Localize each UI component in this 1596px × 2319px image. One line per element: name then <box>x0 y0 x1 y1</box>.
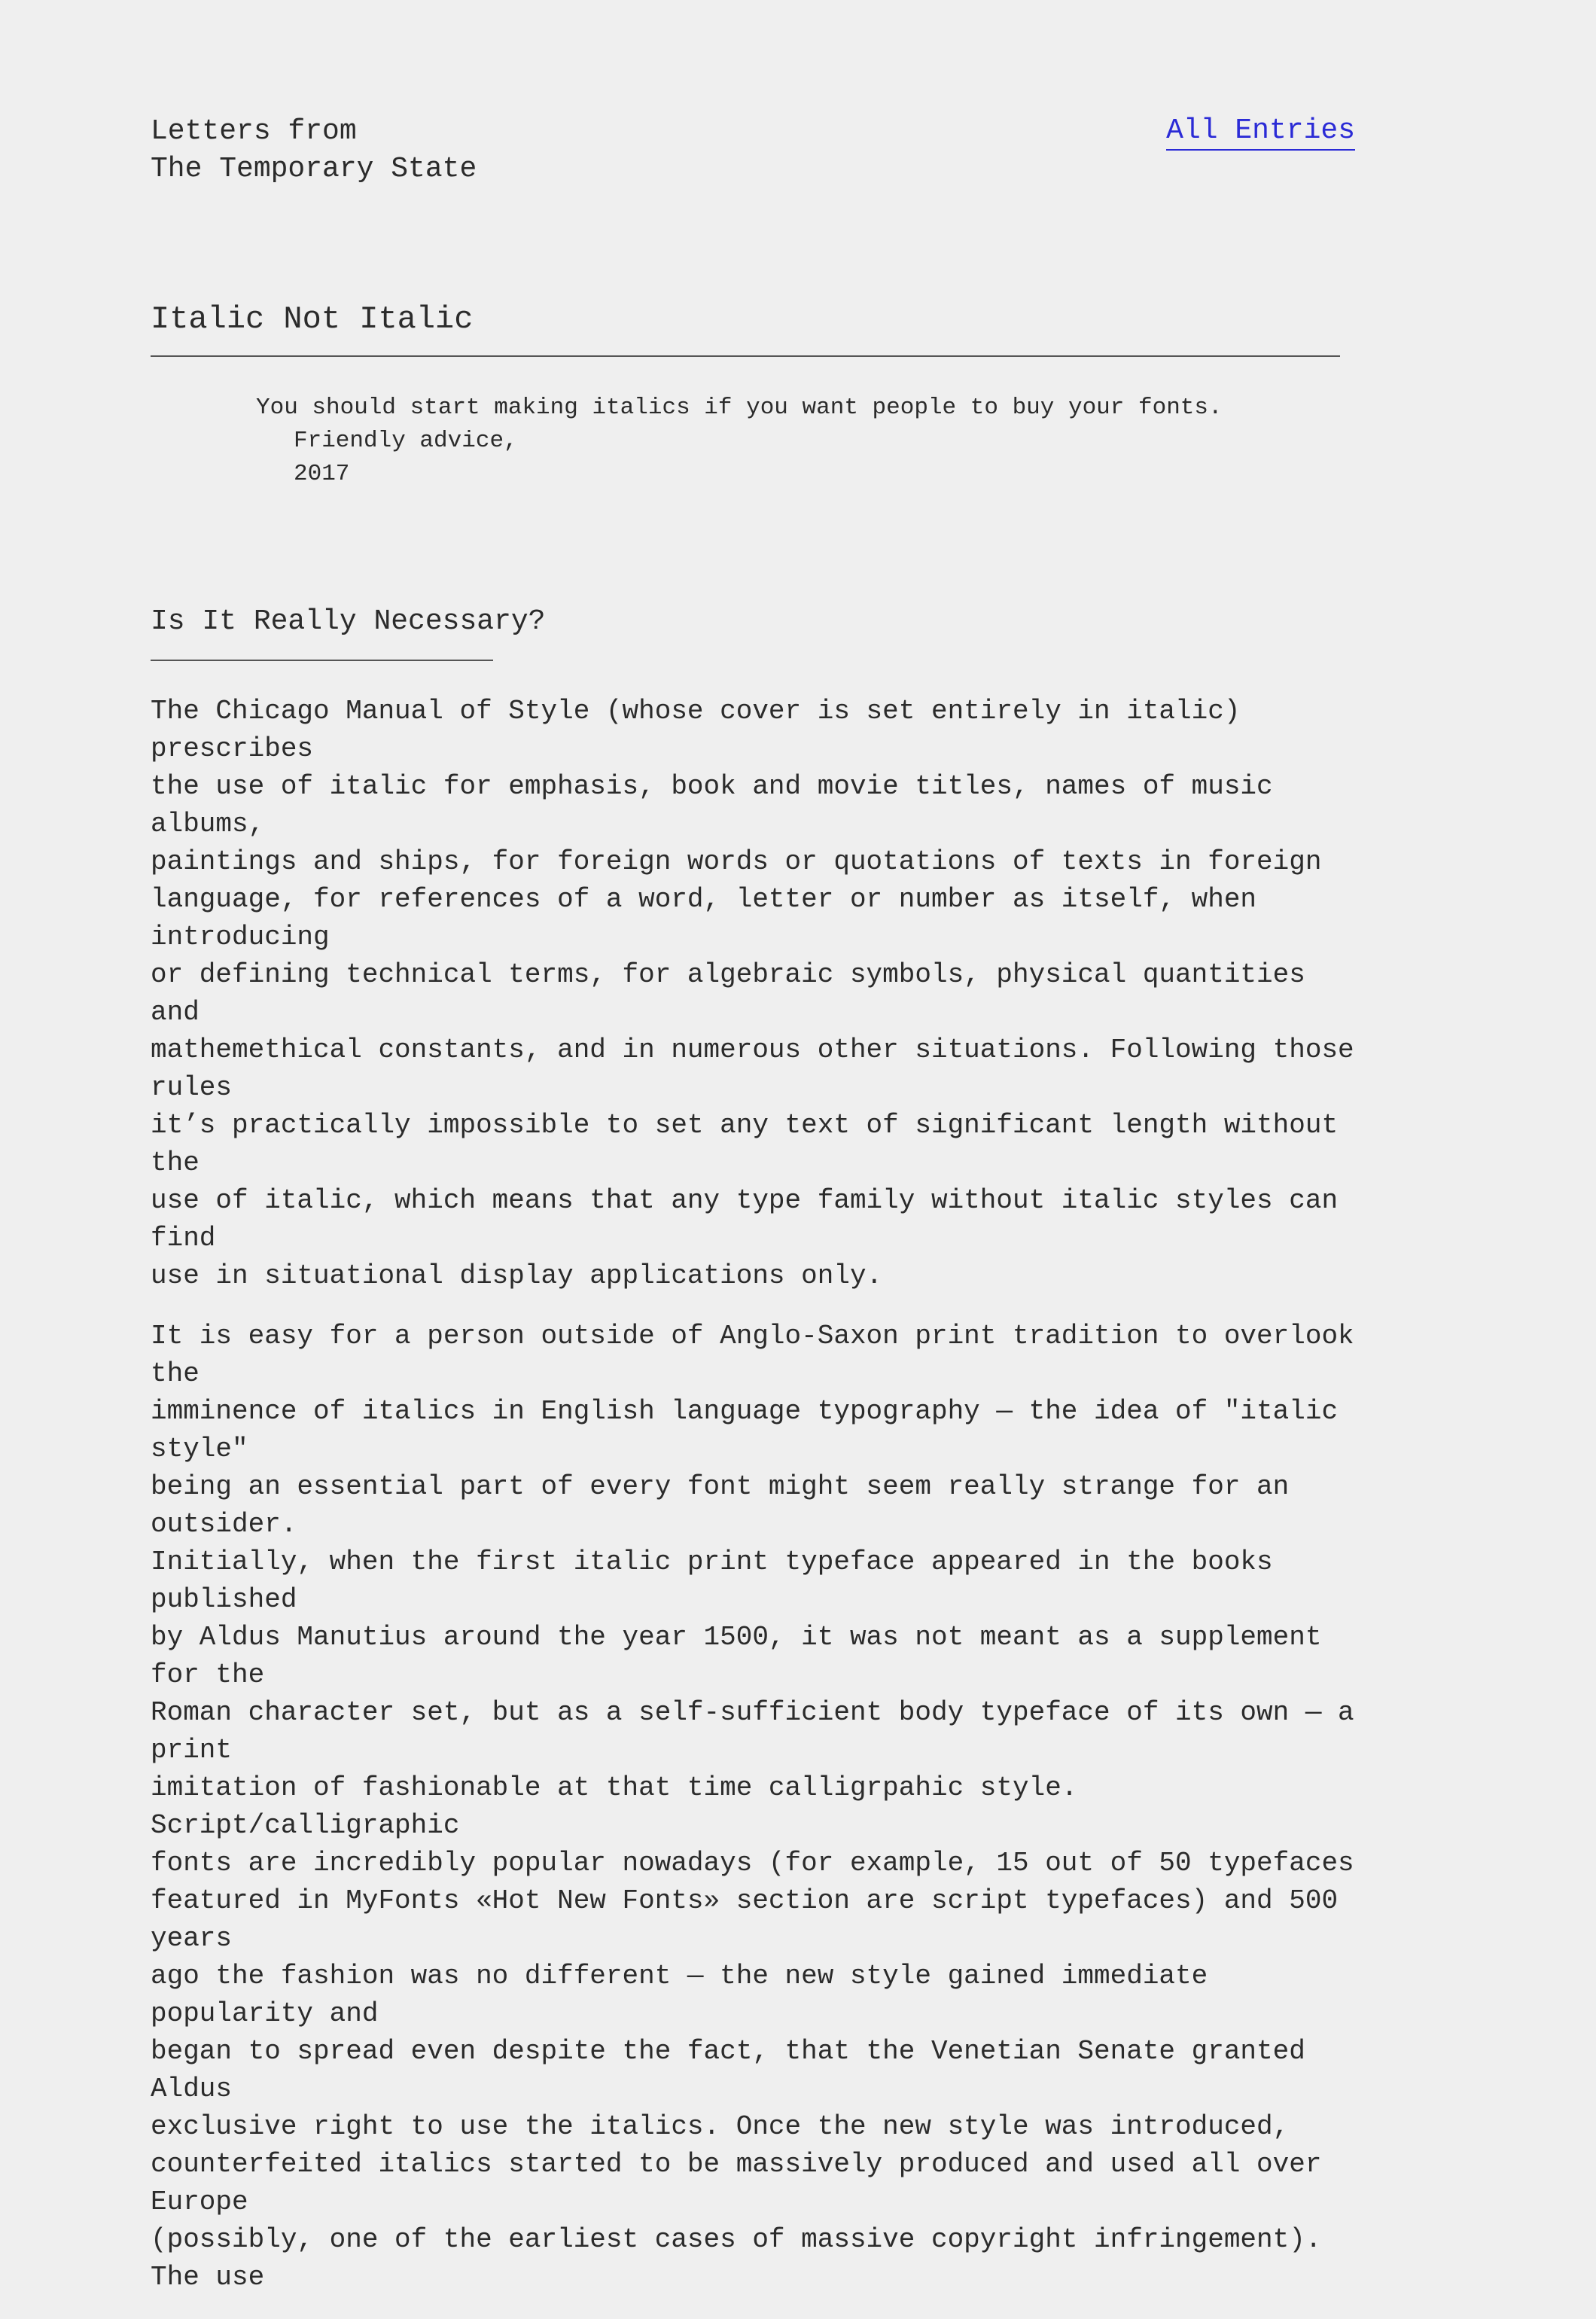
epigraph-year: 2017 <box>294 461 350 487</box>
section-divider <box>151 660 493 661</box>
site-title-line-1: Letters from <box>151 115 357 148</box>
section-title: Is It Really Necessary? <box>151 605 546 638</box>
site-header <box>151 113 1355 188</box>
epigraph-quote: You should start making italics if you want people to buy your fonts. <box>256 395 1223 421</box>
paragraph-2: It is easy for a person outside of Anglo-Saxon print tradition to overlook the imminence of italics in English language typography — the idea of "italic style" being an essential part of every font might seem really strange for an outsider. Initially, when the first italic print typeface appeared in the books published by Aldus Manutius around the year 1500, it was not meant as a supplement for the Roman character set, but as a self-sufficient body typeface of its own — a print imitation of fashionable at that time calligrpahic style. Script/calligraphic fonts are incredibly popular nowadays (for example, 15 out of 50 typefaces featured in MyFonts «Hot New Fonts» section are script typefaces) and 500 years ago the fashion was no different — the new style gained immediate popularity and began to spread even despite the fact, that the Venetian Senate granted Aldus exclusive right to use the italics. Once the new style was introduced, counterfeited italics started to be massively produced and used all over Europe (possibly, one of the earliest cases of massive copyright infringement). The use <box>151 1321 1354 2293</box>
article-body <box>151 693 1355 2319</box>
epigraph <box>256 392 1223 491</box>
site-title-line-2: The Temporary State <box>151 153 477 185</box>
post-title: Italic Not Italic <box>151 301 474 337</box>
all-entries-link[interactable]: All Entries <box>1166 113 1355 151</box>
title-divider <box>151 355 1340 357</box>
epigraph-attribution: Friendly advice, <box>294 428 518 454</box>
paragraph-1: The Chicago Manual of Style (whose cover is set entirely in italic) prescribes the use of italic for emphasis, book and movie titles, names of music albums, paintings and ships, for foreign words or quotations of texts in foreign language, for references of a word, letter or number as itself, when introducing or defining technical terms, for algebraic symbols, physical quantities and mathemethical constants, and in numerous other situations. Following those rules it’s practically impossible to set any text of significant length without the use of italic, which means that any type family without italic styles can find use in situational display applications only. <box>151 696 1354 1291</box>
